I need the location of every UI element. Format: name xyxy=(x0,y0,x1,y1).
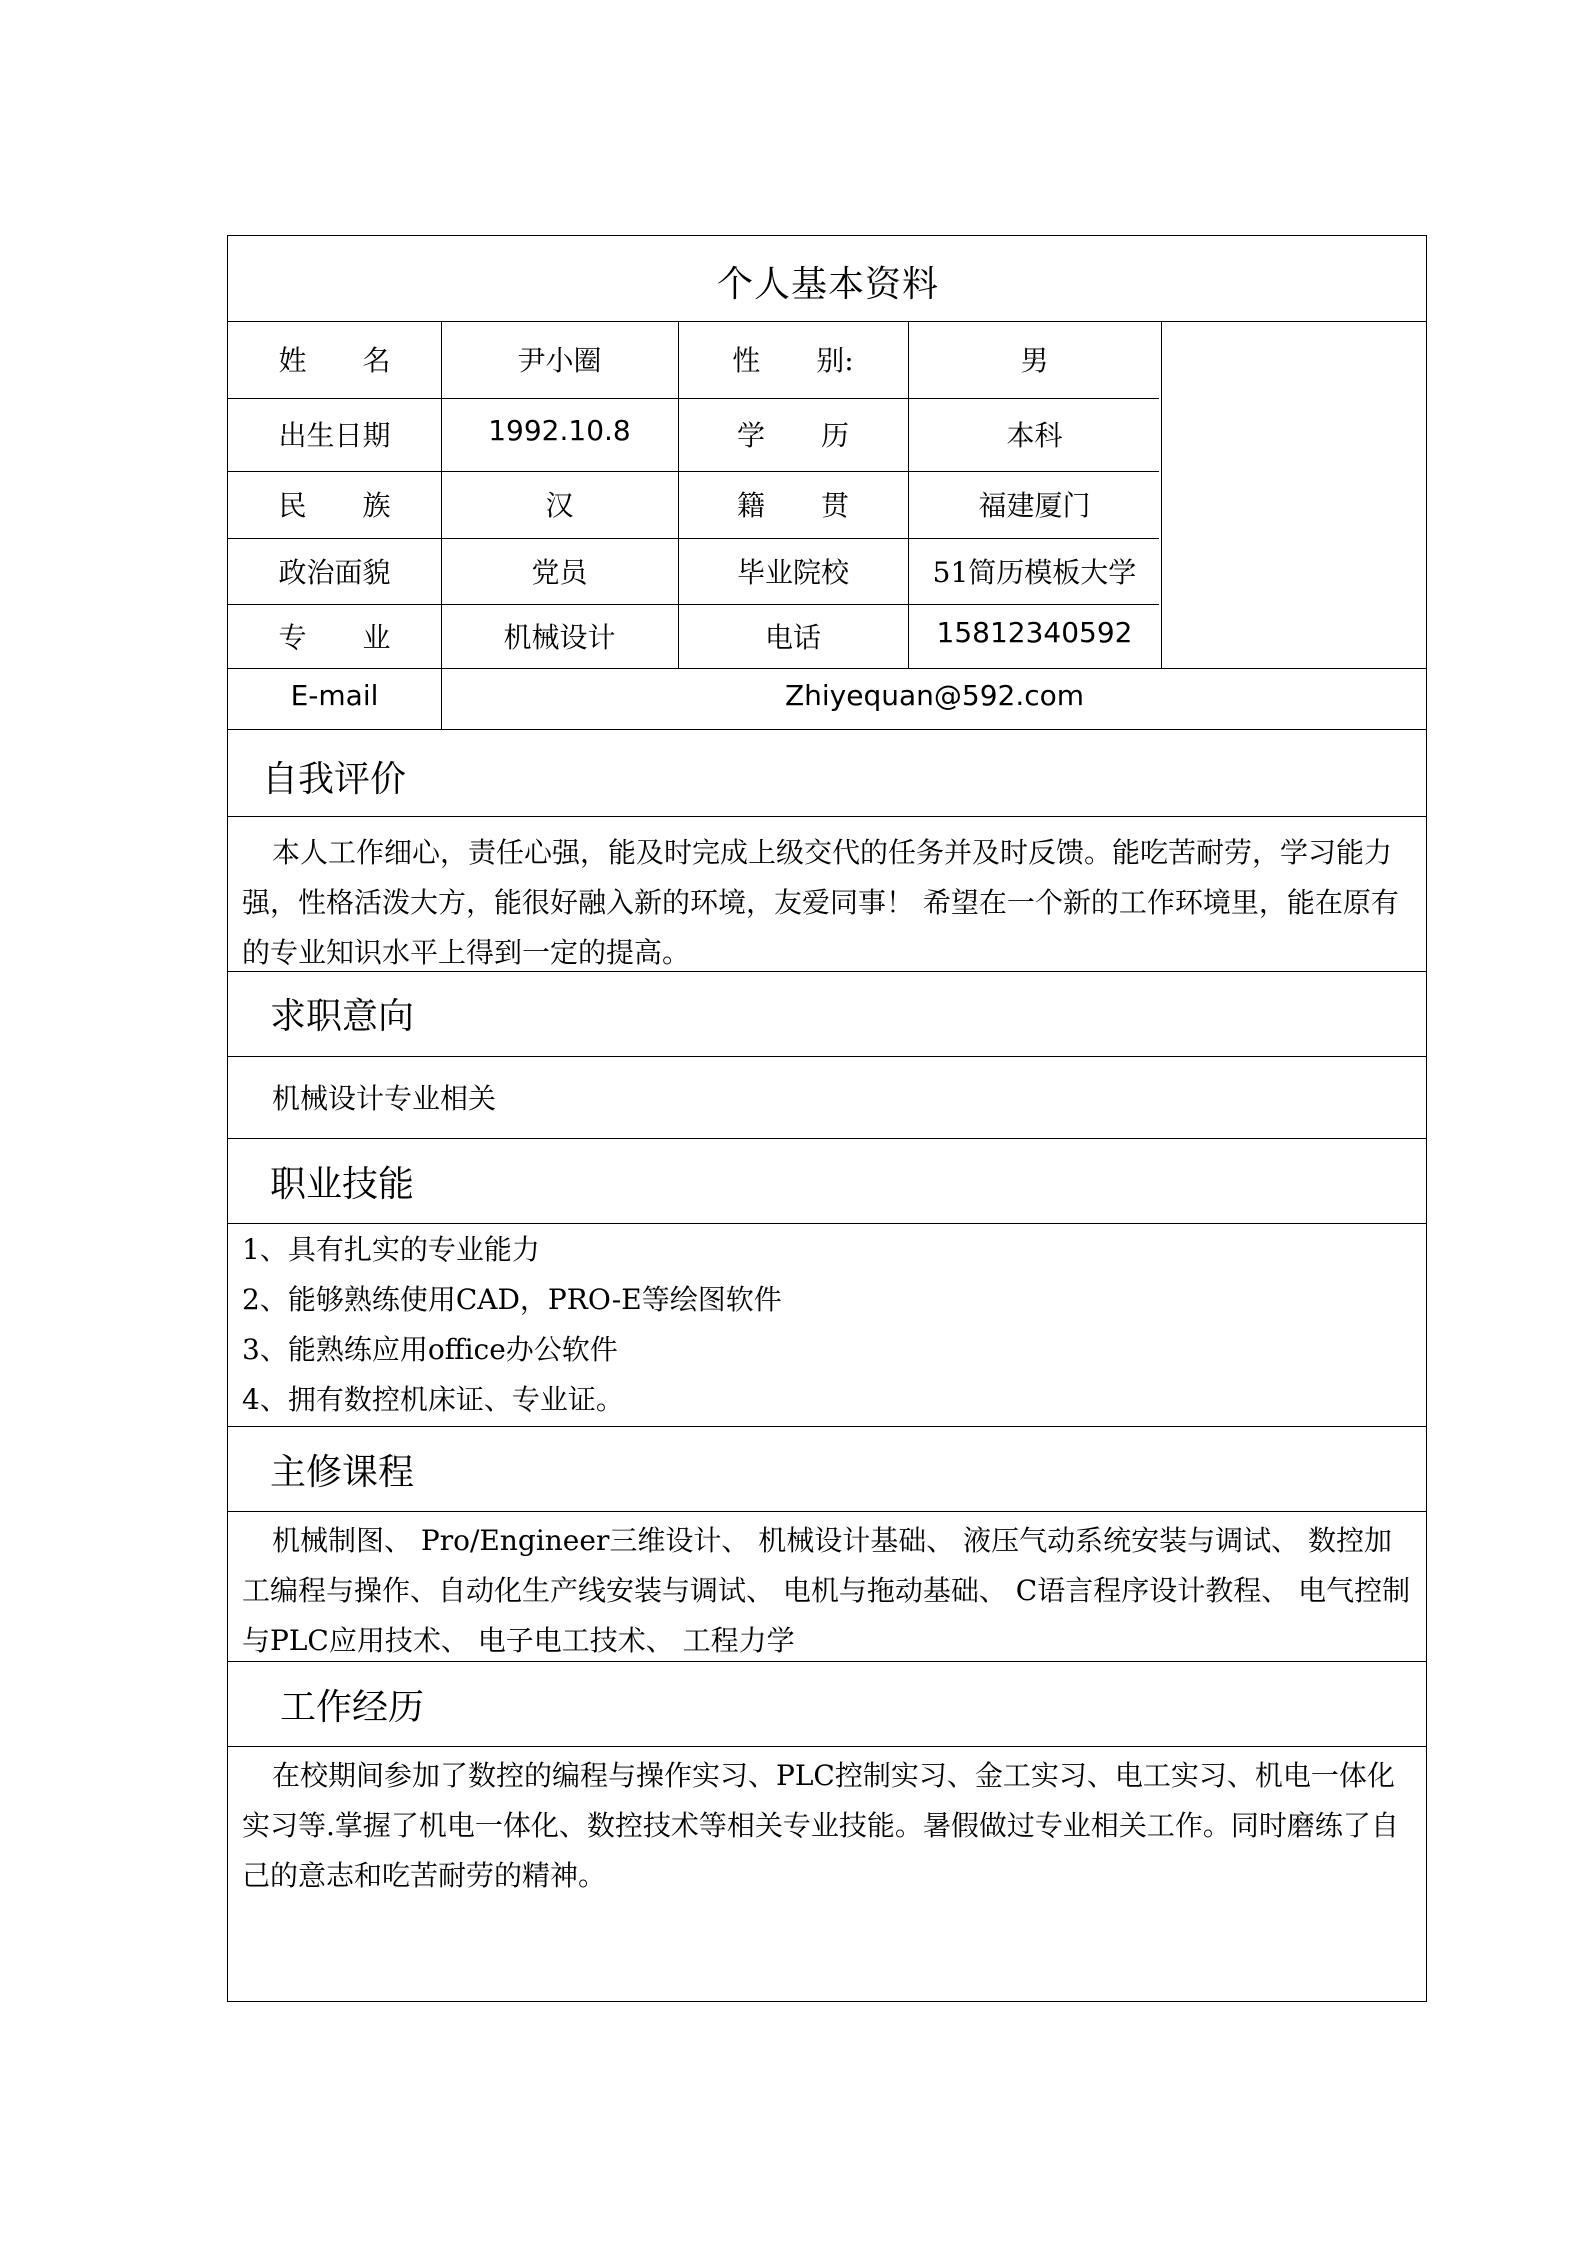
origin-label: 籍 贯 xyxy=(736,489,849,522)
self-eval-heading: 自我评价 xyxy=(262,759,407,800)
skill-item-2: 2、能够熟练使用CAD，PRO-E等绘图软件 xyxy=(242,1283,782,1316)
page-title: 个人基本资料 xyxy=(716,264,939,305)
intent-heading: 求职意向 xyxy=(270,996,415,1037)
major-value: 机械设计 xyxy=(503,621,616,654)
skills-heading: 职业技能 xyxy=(270,1164,415,1205)
school-label: 毕业院校 xyxy=(736,556,849,589)
resume-table xyxy=(227,235,1427,2002)
edu-label: 学 历 xyxy=(736,419,849,452)
skill-item-3: 3、能熟练应用office办公软件 xyxy=(242,1333,618,1366)
courses-heading: 主修课程 xyxy=(270,1452,415,1493)
edu-value: 本科 xyxy=(1006,419,1063,452)
skill-item-4: 4、拥有数控机床证、专业证。 xyxy=(242,1383,624,1416)
email-label: E-mail xyxy=(290,679,379,712)
gender-label: 性 别: xyxy=(732,344,854,377)
politics-label: 政治面貌 xyxy=(278,556,391,589)
intent-text: 机械设计专业相关 xyxy=(272,1082,497,1115)
courses-text: 机械制图、 Pro/Engineer三维设计、 机械设计基础、 液压气动系统安装与调试、 数控加工编程与操作、自动化生产线安装与调试、 电机与拖动基础、 C语言程序设计教程、 电气控制与PLC应用技术、 电子电工技术、 工程力学 xyxy=(242,1524,1411,1657)
email-value: Zhiyequan@592.com xyxy=(784,679,1085,712)
birth-value: 1992.10.8 xyxy=(488,414,631,447)
origin-value: 福建厦门 xyxy=(978,489,1091,522)
skill-item-1: 1、具有扎实的专业能力 xyxy=(242,1233,540,1266)
name-label: 姓 名 xyxy=(278,344,391,377)
school-value: 51简历模板大学 xyxy=(932,556,1137,589)
gender-value: 男 xyxy=(1020,344,1049,377)
self-eval-text: 本人工作细心，责任心强，能及时完成上级交代的任务并及时反馈。能吃苦耐劳，学习能力强，性格活泼大方，能很好融入新的环境，友爱同事！ 希望在一个新的工作环境里，能在原有的专业知识水平上得到一定的提高。 xyxy=(242,836,1399,969)
work-heading: 工作经历 xyxy=(280,1687,425,1728)
work-text: 在校期间参加了数控的编程与操作实习、PLC控制实习、金工实习、电工实习、机电一体化实习等.掌握了机电一体化、数控技术等相关专业技能。暑假做过专业相关工作。同时磨练了自己的意志和吃苦耐劳的精神。 xyxy=(242,1759,1399,1892)
nation-value: 汉 xyxy=(545,489,574,522)
name-value: 尹小圈 xyxy=(517,344,602,377)
phone-value: 15812340592 xyxy=(936,616,1133,649)
politics-value: 党员 xyxy=(531,556,588,589)
nation-label: 民 族 xyxy=(278,489,391,522)
birth-label: 出生日期 xyxy=(278,419,391,452)
major-label: 专 业 xyxy=(278,621,391,654)
phone-label: 电话 xyxy=(764,621,821,654)
